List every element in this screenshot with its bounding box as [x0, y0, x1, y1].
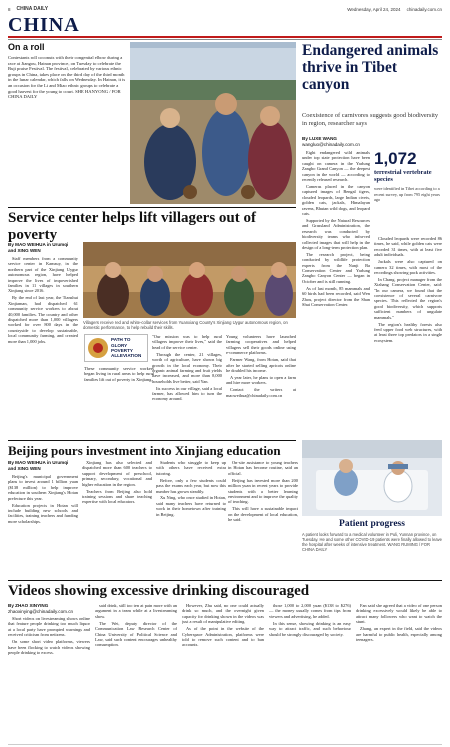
paragraph: Fan said she agreed that a video of one person drinking excessively would likely be able to attract many followers who want to watch the stunt. [356, 603, 442, 625]
tibet-subhead: Coexistence of carnivores suggests good biodiversity in region, researcher says [302, 112, 439, 127]
divider [8, 580, 442, 581]
service-column-4 [226, 334, 296, 436]
paragraph: Education projects in Hotan will include building new schools and facilities, training teachers and funding more scholarships. [8, 502, 78, 524]
paragraph: Supported by the Natural Resources and Grassland Administration, the research was conducted by biodiversity teams who infra-red collected images that will help in the design of a long-term protection plan. [302, 217, 370, 250]
paragraph: These community service workers began living in rural areas to help rural families lift out of poverty in Xinjiang. [84, 366, 154, 382]
beijing-column-1 [8, 474, 78, 578]
paragraph: Through the center, 21 villages, worth of agriculture, have shown big growth in the local economy. Their organic animal farming and fruit yields have increased, and more than 8,000 households live better, said Yan. [152, 351, 222, 384]
paragraph: On-site assistance to young teachers in Hotan has become routine, said an official. [228, 460, 298, 476]
tibet-byline-name: By LUXE WANG [302, 136, 337, 141]
service-center-photo [83, 242, 296, 318]
service-column-1 [8, 256, 78, 436]
coconut-race-photo [130, 42, 296, 204]
paper-date: Wednesday, April 24, 2024 [347, 6, 401, 12]
beijing-byline [8, 460, 78, 472]
tibet-byline-email: wangluo@chinadaily.com.cn [302, 142, 360, 147]
poverty-alleviation-badge [84, 334, 148, 362]
beijing-column-2 [82, 460, 152, 578]
tibet-headline: Endangered animals thrive in Tibet canyon [302, 42, 439, 93]
paragraph: Eight endangered wild animals under top state protection have been caught on camera in the Yarlung Zangbo Grand Canyon — the deepest canyon in the world — according to recently released research. [302, 150, 370, 183]
paragraph: Students who struggle to keep up with others have received extra tutoring. [156, 460, 226, 476]
paragraph: Contact the writers at maoweihua@chinadaily.com.cn [226, 387, 296, 398]
coconut-race-image [130, 42, 296, 204]
videos-headline: Videos showing excessive drinking discouraged [8, 583, 310, 599]
beijing-column-4 [228, 460, 298, 578]
videos-column-4 [269, 603, 351, 741]
divider [8, 440, 296, 441]
paragraph: On some short video platforms, viewers have been flocking to watch videos showing people drinking to excess. [8, 639, 90, 655]
tibet-column-1 [302, 150, 370, 436]
paragraph: Cameras placed in the canyon captured images of Bengal tigers, clouded leopards, large Indian civets, golden cats, jackals, Himalayan ravens, Bhutan wild dogs, and leopard cats. [302, 183, 370, 216]
divider [8, 39, 442, 40]
paragraph: Young volunteers have launched farming cooperatives and helped villagers sell their goods online using e-commerce platforms. [226, 334, 296, 356]
paragraph: "Our mission was to help rural villagers improve their lives," said the head of the service center. [152, 334, 222, 350]
poverty-logo-icon [88, 338, 108, 358]
paragraph: Teachers from Beijing also hold training sessions and share teaching expertise with local educators. [82, 488, 152, 505]
paper-name: CHINA DAILY [16, 6, 49, 12]
videos-byline-name: By ZHAO XINYING [8, 603, 49, 608]
service-byline-second: and XING WEN [8, 247, 41, 253]
tibet-factbox [374, 150, 442, 202]
on-a-roll-title: On a roll [8, 42, 45, 52]
on-a-roll-caption: Contestants roll coconuts with their congenital elbow during a race at Jiangou, Hainan province, on Tuesday to celebrate the Buji praise Festival. The festival, celebrated by various ethnic groups in China, takes place on the third day of the third month in the lunar calendar, which falls on Wednesday. In Hainan, it is an occasion for the Li and Miao ethnic groups to celebrate a good harvest for the young to court. SHE HANYONG / FOR CHINA DAILY [8, 55, 126, 100]
paragraph: Beijing has invested more than 200 million yuan in recent years to provide students with a better learning environment and to improve the quality of teaching. [228, 477, 298, 505]
paragraph: Jackals were also captured on camera 32 times, with most of the recordings showing pack activities. [374, 259, 442, 275]
section-rule [8, 36, 442, 38]
service-headline: Service center helps lift villagers out of poverty [8, 210, 256, 243]
fact-number: 1,072 [374, 149, 417, 168]
patient-title: Patient progress [339, 519, 405, 529]
tibet-column-2 [374, 236, 442, 436]
paragraph: Farmer Wang, from Hotan, said that after he started selling apricots online he doubled his income. [226, 357, 296, 373]
paragraph: The Wei, deputy director of the Communication Law Research Center of China University of Political Science and Law, said such content encourages unhealthy consumption. [95, 620, 177, 648]
masthead-bar [8, 4, 442, 14]
paragraph: As of the point in the website of the Cyberspace Administration, platforms were told to remove such content and to ban accounts. [182, 626, 264, 648]
paragraph: Short videos on livestreaming shows online that feature people drinking too much liquor at a local party have prompted warnings and received criticism from netizens. [8, 616, 90, 638]
patient-caption-text: A patient looks forward to a medical volunteer in Puli, Yunnan province, on Tuesday. He and some other COVID-19 patients were finally allowed to leave the hospital after weeks of intensive treatment. WANG RUMING / FOR CHINA DAILY [302, 532, 442, 553]
paragraph: As of last month, 85 mammals and 60 birds had been recorded, said Wen Zhou, project director from the Shan Shui Conservation Center. [302, 285, 370, 307]
paragraph: By the end of last year, the Tianshui Xinjiaman, had dispatched 61 community service workers to about 40,000 families. The country and other dispatched more than 1,000 villagers worked for over 800 days in the countryside to develop sustainable, local community farming, and created more than 1,000 jobs. [8, 295, 78, 344]
paragraph: Staff members from a community service center in Kamzuy, in the northern part of the Xinjiang Uygur autonomous region, have helped improve the lives of impoverished families in 11 villages in southern Xinjiang since 2016. [8, 256, 78, 294]
patient-caption [302, 517, 442, 552]
patient-photo [302, 440, 442, 516]
videos-column-2 [95, 603, 177, 741]
divider [8, 207, 296, 208]
service-center-image [83, 242, 296, 318]
on-a-roll-block [8, 42, 126, 100]
poverty-badge-label: PATH TO GLORY POVERTY ALLEVIATION [111, 337, 142, 359]
fact-label: terrestrial vertebrate species [374, 169, 432, 184]
paragraph: The region's healthy forests also feed upper food web structures, with at least three top predators in a single ecosystem. [374, 321, 442, 343]
paragraph: Clouded leopards were recorded 86 times, he said, while golden cats were recorded 31 times, with at least five adult individuals. [374, 236, 442, 258]
paragraph: In Chang, project manager from the Xizhang Conservation Center, said: "In our camera, we found that the coexistence of several carnivore species. This reflected the region's good biodiversity, which supports sufficient numbers of ungulate mammals." [374, 276, 442, 320]
paragraph: those 1,000 to 2,000 yuan ($138 to $276) — the money usually comes from tips from viewers and advertising, he added. [269, 603, 351, 619]
paragraph: This will have a sustainable impact on the development of local education, he said. [228, 506, 298, 523]
paragraph: A year later, he plans to open a farm and hire more workers. [226, 374, 296, 386]
patient-image [302, 440, 442, 516]
paper-website: chinadaily.com.cn [406, 6, 442, 12]
paragraph: Zhang, an expert in the field, said the videos are harmful to public health, especially among teenagers. [356, 626, 442, 642]
paragraph: Xu Ning, who once studied in Hotan, said many teachers have returned to work in their hometown after training in Beijing. [156, 495, 226, 517]
service-byline-name: By MAO WEIHUA in Urumqi [8, 242, 69, 247]
section-title: CHINA [8, 14, 80, 36]
paragraph: said drink, still too ten at pain more with an argument in a team while at a livestreaming show. [95, 603, 177, 619]
service-byline [8, 242, 78, 254]
paragraph: The research project, being conducted by wildlife protection experts from the Nanji Ba Conservation Center and Yarlung Zangbo Canyon Center — began in October and is still running. [302, 251, 370, 284]
paragraph: Before, only a few students could pass the exams each year, but now this number has grown steadily. [156, 477, 226, 494]
beijing-byline-second: and XING WEN [8, 465, 41, 471]
paragraph: Xinjiang has also selected and dispatched more than 600 teachers to support development of preschool, primary, secondary, vocational and higher education in the region. [82, 460, 152, 487]
paragraph: However, Zhu said, no one could actually drink so much, and the overnight given capacity for drinking shown in the videos was just a result of manipulative editing. [182, 603, 264, 625]
tibet-byline [302, 136, 442, 148]
service-column-2 [84, 366, 154, 436]
fact-description: were identified in Tibet according to a recent survey, up from 795 eight years ago [374, 186, 440, 202]
page-footer-rule [8, 744, 442, 745]
beijing-byline-name: By MAO WEIHUA in Urumqi [8, 460, 69, 465]
service-column-3 [152, 334, 222, 436]
service-photo-caption: Villagers receive red and white-collar services from Yuanxiang County's Xinjiang Uygur autonomous region, on domestic performance, to help rebuild their skills. [83, 320, 288, 331]
page-number: 8 [8, 6, 11, 12]
videos-column-3 [182, 603, 264, 741]
videos-byline-email: zhaoxinying@chinadaily.com.cn [8, 608, 74, 614]
videos-column-1 [8, 616, 90, 741]
paragraph: Its success in our village, said a local farmer, has allowed him to turn the economy around. [152, 385, 222, 402]
videos-column-5 [356, 603, 442, 741]
paragraph: Beijing's municipal government plans to invest around 1 billion yuan ($138 million) to help improve education in southern Xinjiang's Hotan prefecture this year. [8, 474, 78, 501]
paragraph: In this sense, showing drinking is an easy way to attract traffic, and such behaviour should be strongly discouraged by society. [269, 620, 351, 637]
beijing-headline: Beijing pours investment into Xinjiang education [8, 443, 281, 458]
beijing-column-3 [156, 460, 226, 578]
videos-byline [8, 603, 90, 615]
